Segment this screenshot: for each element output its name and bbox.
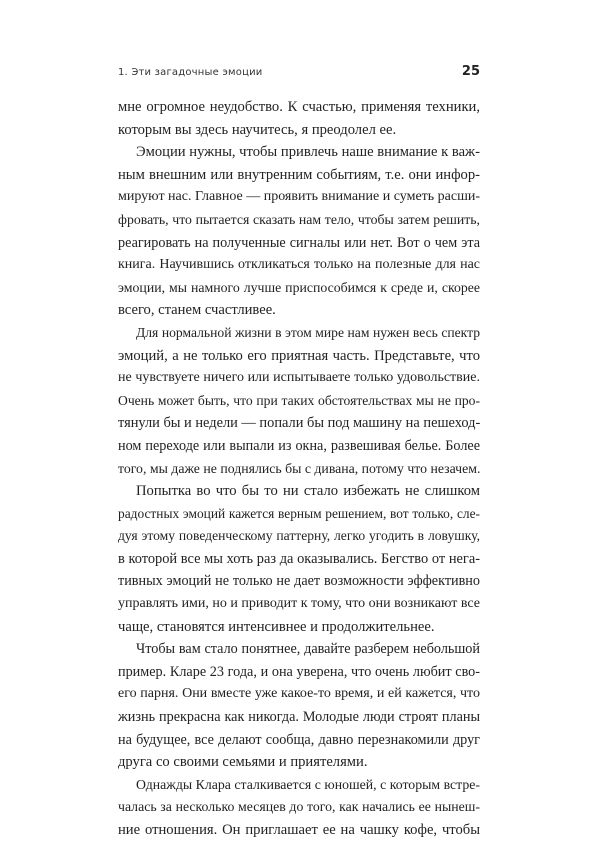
text-line: радостных эмоций кажется верным решением, вот только, сле- bbox=[118, 505, 480, 521]
text-line: фровать, что пытается сказать нам тело, чтобы затем решить, bbox=[118, 211, 480, 227]
text-line: друга со своими семьями и приятелями. bbox=[118, 754, 368, 771]
text-line: жизнь прекрасна как никогда. Молодые люди строят планы bbox=[118, 709, 480, 726]
text-line: тивных эмоций не только не дает возможности эффективно bbox=[118, 573, 480, 590]
text-line: чалась за несколько месяцев до того, как начались ее нынеш- bbox=[118, 799, 480, 815]
text-line: которым вы здесь научитесь, я преодолел ее. bbox=[118, 121, 397, 138]
text-line: мируют нас. Главное — проявить внимание и суметь расши- bbox=[118, 189, 481, 205]
text-line: эмоций, а не только его приятная часть. Представьте, что bbox=[118, 347, 480, 364]
page-number: 25 bbox=[461, 64, 480, 79]
text-line: в которой все мы хоть раз да оказывались. Бегство от нега- bbox=[118, 550, 480, 567]
text-line: эмоции, мы намного лучше приспособимся к среде и, скорее bbox=[118, 279, 480, 295]
text-line: Чтобы вам стало понятнее, давайте разберем небольшой bbox=[136, 641, 480, 658]
chapter-title: 1. Эти загадочные эмоции bbox=[118, 67, 263, 78]
text-line: ние отношения. Он приглашает ее на чашку кофе, чтобы bbox=[118, 822, 480, 838]
text-line: на будущее, все делают сообща, давно перезнакомили друг bbox=[118, 731, 480, 748]
text-line: пример. Кларе 23 года, и она уверена, что очень любит сво- bbox=[118, 663, 480, 680]
text-line: тянули бы и недели — попали бы под машину на пешеход- bbox=[118, 415, 481, 432]
text-line: Попытка во что бы то ни стало избежать не слишком bbox=[136, 483, 480, 500]
text-line: не чувствуете ничего или испытываете только удовольствие. bbox=[118, 370, 480, 386]
text-line: Очень может быть, что при таких обстоятельствах мы не про- bbox=[118, 392, 480, 408]
text-line: мне огромное неудобство. К счастью, применяя техники, bbox=[118, 99, 480, 115]
text-line: Для нормальной жизни в этом мире нам нужен весь спектр bbox=[136, 324, 480, 340]
text-line: Эмоции нужны, чтобы привлечь наше внимание к важ- bbox=[136, 144, 480, 161]
text-line: книга. Научившись откликаться только на полезные для нас bbox=[118, 257, 480, 273]
running-header bbox=[118, 64, 480, 79]
text-line: чаще, становятся интенсивнее и продолжительнее. bbox=[118, 618, 435, 635]
text-line: ным внешним или внутренним событиям, т.е. они инфор- bbox=[118, 166, 480, 183]
text-line: его парня. Они вместе уже какое-то время, и ей кажется, что bbox=[118, 686, 480, 702]
text-line: Однажды Клара сталкивается с юношей, с которым встре- bbox=[136, 776, 480, 792]
text-line: управлять ими, но и приводит к тому, что они возникают все bbox=[118, 596, 480, 612]
text-line: реагировать на полученные сигналы или нет. Вот о чем эта bbox=[118, 234, 480, 251]
text-line: того, мы даже не поднялись бы с дивана, потому что незачем. bbox=[118, 460, 481, 476]
text-line: ном переходе или выпали из окна, развешивая белье. Более bbox=[118, 437, 480, 454]
body-text bbox=[118, 96, 480, 842]
text-line: дуя этому поведенческому паттерну, легко угодить в ловушку, bbox=[118, 528, 480, 544]
text-line: всего, станем счастливее. bbox=[118, 302, 276, 319]
